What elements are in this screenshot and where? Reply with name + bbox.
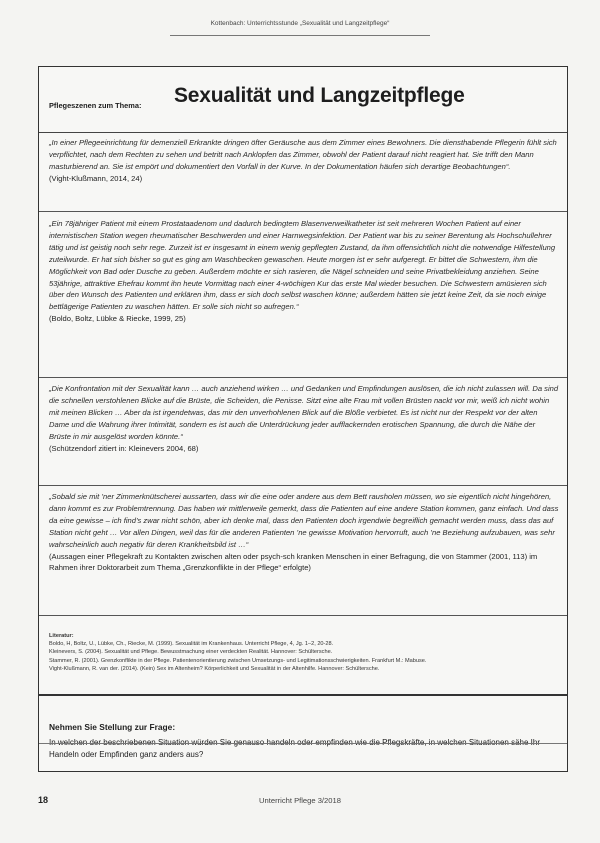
literature-entry: Kleinevers, S. (2004). Sexualität und Pflege. Bewusstmachung einer verdeckten Realität. Hannover: Schültersche.	[49, 649, 333, 656]
literature-heading: Literatur:	[49, 633, 74, 639]
quote-text: „In einer Pflegeeinrichtung für demenziell Erkrankte dringen öfter Geräusche aus dem Zimmer eines Bewohners. Die diensthabende Pflegerin fühlt sich verpflichtet, nach dem Rechten zu sehen und betritt nach Anklopfen das Zimmer, obwohl der Patient darauf nicht reagiert hat. Sie trifft den Mann masturbierend an. Sie ist empört und dokumentiert den Vorfall in der Kurve. In der Dokumentation häufen sich derartige Beobachtungen“.	[49, 138, 557, 171]
footer-journal: Unterricht Pflege 3/2018	[259, 796, 341, 805]
literature-entry: Stammer, R. (2001). Grenzkonflikte in der Pflege. Patientenorientierung zwischen Umsetzungs- und Legitimationsschwierigkeiten. Frankfurt M.: Mabuse.	[49, 657, 427, 664]
quote-2	[49, 218, 559, 325]
divider	[39, 485, 567, 486]
quote-4	[49, 491, 559, 574]
task-divider	[39, 694, 567, 696]
running-head: Kottenbach: Unterrichtsstunde „Sexualität und Langzeitpflege“	[210, 20, 390, 27]
header-rule	[170, 35, 430, 36]
quote-text: „Sobald sie mit ’ner Zimmerknütscherei aussarten, dass wir die eine oder andere aus dem Bett rausholen müssen, wo sie eigentlich nicht hingehören, dann kommt es zur Problemtrennung. Das haben wir mittlerweile gemerkt, dass die Patienten auf eine andere Station kommen, ganz einfach. Und dass da eine gewisse – ich find’s zwar nicht schön, aber ich denke mal, dass den Patienten doch irgendwie begreiflich gemacht werden muss, dass das auf Station nicht geht … Vor allen Dingen, weil das für die anderen Patienten ’ne gewisse Motivation hervorruft, auch ’ne Beziehung aufzubauen, was sehr wahrscheinlich auch negativ für deren Krankheitsbild ist …“	[49, 492, 559, 549]
task-box	[49, 721, 559, 761]
quote-text: „Ein 78jähriger Patient mit einem Prostataadenom und dadurch bedingtem Blasenverweilkatheter ist seit mehreren Wochen Patient auf einer internistischen Station wegen rheumatischer Beschwerden und einer Harnwegsinfektion. Der Patient war bis zu seiner Berentung als Hochschullehrer tätig und ist geistig noch sehr rege. Zurzeit ist er insgesamt in einem wenig gepflegten Zustand, da ihm offensichtlich nicht die notwendige Hilfestellung zuteilwurde. Er hat sich bisher so gut es ging am Waschbecken gewaschen. Heute morgen ist er sehr aufgeregt. Er bittet die Schwestern, ihm die Möglichkeit von Bad oder Dusche zu geben. Außerdem möchte er sich rasieren, die Nägel schneiden und seine Privatbekleidung anziehen. Seine 53jährige, attraktive Ehefrau kommt ihn heute Vormittag nach einer 4-wöchigen Kur das erste Mal wieder besuchen. Die Schwestern amüsieren sich über den Wunsch des Patienten und erklären ihm, dass er sich doch selbst waschen könne; außerdem hätten sie jetzt keine Zeit, da sie noch einige bettlägerige Patienten zu waschen hätten. Er solle sich nicht so aufregen.“	[49, 219, 556, 312]
quote-source: (Vight-Klußmann, 2014, 24)	[49, 173, 143, 183]
divider	[39, 211, 567, 212]
quote-source: (Schützendorf zitiert in: Kleinevers 2004, 68)	[49, 443, 199, 453]
worksheet-frame	[38, 66, 568, 772]
title-row	[39, 67, 567, 133]
title-prefix: Pflegeszenen zum Thema:	[49, 101, 142, 110]
task-question: Handeln oder Empfinden ganz anders aus?	[49, 750, 204, 759]
quote-source: (Aussagen einer Pflegekraft zu Kontakten zwischen alten oder psych-sch kranken Menschen in einer Befragung, die von Stammer (2001, 113) im Rahmen ihrer Doktorarbeit zum Thema „Grenzkonflikte in der Pflege“ erfolgte)	[49, 551, 538, 573]
answer-line	[39, 743, 567, 744]
divider	[39, 615, 567, 616]
quote-3	[49, 383, 559, 454]
literature-list	[49, 632, 559, 673]
task-heading: Nehmen Sie Stellung zur Frage:	[49, 722, 176, 732]
page-number: 18	[38, 795, 49, 805]
quote-source: (Boldo, Boltz, Lübke & Riecke, 1999, 25)	[49, 314, 186, 324]
literature-entry: Boldo, H, Boltz, U., Lübke, Ch., Riecke, M. (1999). Sexualität im Krankenhaus. Unterricht Pflege, 4, Jg. 1–2, 20-28.	[49, 641, 334, 648]
divider	[39, 377, 567, 378]
literature-entry: Vight-Klußmann, R. van der. (2014). (Kein) Sex im Altenheim? Körperlichkeit und Sexualität in der Altenhilfe. Hannover: Schültersche.	[49, 665, 380, 672]
page-title: Sexualität und Langzeitpflege	[174, 84, 465, 107]
quote-text: „Die Konfrontation mit der Sexualität kann … auch anziehend wirken … und Gedanken und Empfindungen auslösen, die ich nicht zulassen will. Da sind die schnellen verstohlenen Blicke auf die Brüste, die Scheiden, die Penisse. Sitzt eine alte Frau mit vollen Brüsten nackt vor mir, weiß ich nicht wohin mit meinen Blicken … Aber da ist irgendetwas, das mir den unverhohlenen Blick auf die Blöße verbietet. Es ist nicht nur der Respekt vor der alten Dame und die Wahrung ihrer Intimität, sondern es ist auch die Unterdrückung jeder aufflackernden erotischen Spannung, die durch die Nähe der Brüste in mir ausgelöst worden könnte.“	[49, 384, 559, 441]
quote-1	[49, 137, 559, 185]
